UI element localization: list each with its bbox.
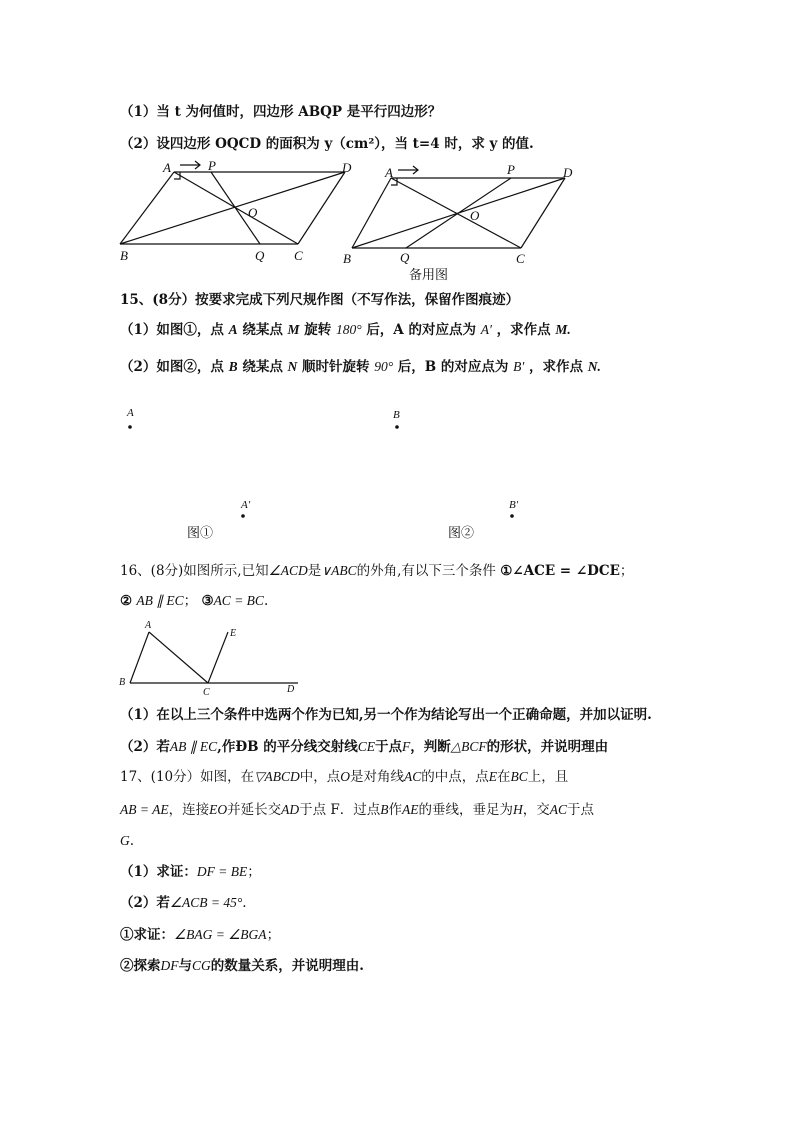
q15-sub1-angle: 180° (335, 322, 362, 337)
q16-sub2-ray-ce: CE (357, 739, 376, 754)
q17-l2-text7: 于点 (567, 802, 595, 818)
q14f2-label-b: B (343, 251, 351, 266)
q17-part2-df: DF (160, 958, 179, 973)
q17-line1 (120, 767, 568, 787)
q15-point-a (128, 425, 132, 429)
q15-label-a: A (127, 407, 134, 419)
q16-triangle-abc: ∨ABC (321, 563, 357, 578)
q15-sub1-text4: 后，A 的对应点为 (366, 322, 476, 338)
q14f2-label-a: A (385, 165, 393, 180)
q17-sub1-end: ； (247, 864, 261, 880)
q17-sub1-eq: DF = BE (196, 864, 248, 879)
q17-part2-text3: 的数量关系，并说明理由. (210, 958, 364, 974)
q16-header-sep: ； (619, 563, 634, 579)
q15-label-a-prime: A′ (241, 499, 251, 511)
q14f1-label-d: D (342, 160, 352, 175)
q17-segment-ac: AC (404, 769, 422, 784)
q15-sub1 (120, 320, 571, 340)
q16-header-text3: 的外角,有以下三个条件 (356, 563, 496, 579)
q15-point-a-prime (241, 514, 245, 518)
q14f2-line-ac (391, 178, 521, 248)
q14f2-line-pq (406, 178, 511, 248)
q17-line2 (120, 800, 594, 820)
q17-point-o: O (340, 769, 351, 784)
q16-conditions (120, 591, 268, 611)
q15-label-b: B (393, 409, 400, 421)
q15-sub1-text: （1）如图①，点 (120, 322, 224, 338)
q17-l1-text5: 在 (497, 769, 511, 785)
q17-l3-end: . (129, 833, 135, 849)
q14-figure-2 (340, 158, 590, 270)
q17-l2-text3: 于点 F．过点 (299, 802, 381, 818)
q16-header-text: 16、(8分)如图所示,已知 (120, 563, 269, 579)
q16-sub2-point-f: F (402, 739, 411, 754)
q15-point-b (395, 425, 399, 429)
q14f1-label-q: Q (255, 248, 265, 263)
q15-cap1: 图① (187, 526, 214, 541)
q15-sub2-text3: 顺时针旋转 (301, 359, 370, 375)
q16-header (120, 561, 633, 581)
q14f1-line-dc (298, 172, 345, 244)
q14f1-label-a: A (163, 160, 171, 175)
q15-sub1-point-a: A (228, 322, 238, 337)
q17-segment-ad: AD (281, 802, 300, 817)
q14f1-label-p: P (208, 158, 216, 173)
q17-l1-text6: 上，且 (527, 769, 569, 785)
q15-cap2: 图② (448, 526, 475, 541)
q16-cond3-marker: ③ (201, 593, 214, 609)
q14f2-label-o: O (470, 208, 480, 223)
q17-point-g: G (120, 833, 130, 848)
q17-sub2 (120, 893, 247, 913)
q16-sub2 (120, 737, 608, 757)
q17-l1-text3: 是对角线 (350, 769, 405, 785)
q15-sub2-point-b-prime: B′ (513, 359, 525, 374)
q16-sub2-text: （2）若 (120, 739, 170, 755)
q15-sub2-point-n2: N. (587, 359, 601, 374)
q14-sub1: （1）当 t 为何值时，四边形 ABQP 是平行四边形？ (120, 104, 442, 120)
q17-segment-ae: AE (402, 802, 419, 817)
q17-point-e: E (488, 769, 498, 784)
q16-figure (115, 618, 315, 700)
q17-sub1-text: （1）求证： (120, 864, 197, 880)
q16-angle-acd: ∠ACD (268, 563, 308, 578)
q15-sub2-point-n: N (287, 359, 298, 374)
q14-sub2: （2）设四边形 OQCD 的面积为 y（cm²），当 t=4 时，求 y 的值. (120, 136, 534, 152)
q17-sub2-end: . (242, 895, 247, 911)
q17-segment-bc: BC (510, 769, 528, 784)
q17-segment-eo: EO (209, 802, 228, 817)
q17-part1-end: ； (266, 927, 281, 943)
q17-segment-ac2: AC (549, 802, 568, 817)
q17-part1 (120, 925, 280, 945)
q15-sub2-text5: ，求作点 (529, 359, 584, 375)
q16-label-c: C (203, 687, 210, 698)
q16-sub1: （1）在以上三个条件中选两个作为已知,另一个作为结论写出一个正确命题，并加以证明. (120, 707, 652, 723)
q17-eq-ab-ae: AB = AE (120, 802, 169, 817)
q14-fig2-caption: 备用图 (409, 268, 449, 283)
q15-figures (110, 400, 550, 525)
q17-l1-text: 17、(10分）如图，在 (120, 769, 255, 785)
q16-sub2-triangle: △BCF (450, 739, 487, 754)
q16-condition-2: AB ∥ EC (136, 593, 184, 608)
q16-label-e: E (230, 628, 237, 639)
q15-sub1-point-a-prime: A′ (480, 322, 492, 337)
q14f1-line-ab (120, 172, 174, 244)
q15-sub1-point-m: M (287, 322, 300, 337)
q17-point-b: B (380, 802, 389, 817)
q16-line-ce (208, 632, 228, 683)
q15-sub1-point-m2: M. (555, 322, 571, 337)
q16-header-text2: 是 (307, 563, 322, 579)
q15-label-b-prime: B′ (509, 499, 519, 511)
q14f1-label-o: O (248, 205, 258, 220)
q14f2-label-c: C (516, 251, 525, 266)
q16-sub2-text4: ，判断 (410, 739, 451, 755)
q14f1-label-c: C (294, 248, 303, 263)
q15-sub2-text2: 绕某点 (242, 359, 283, 375)
q15-point-b-prime (510, 514, 514, 518)
q14f2-label-q: Q (400, 250, 410, 265)
q15-header: 15、(8分）按要求完成下列尺规作图（不写作法，保留作图痕迹） (120, 292, 520, 308)
q17-l2-text5: 的垂线，垂足为 (418, 802, 514, 818)
q17-part2-text: ②探索 (120, 958, 161, 974)
q17-l2-text4: 作 (388, 802, 403, 818)
q16-sub2-text2: ,作ÐB 的平分线交射线 (217, 739, 358, 755)
q17-l1-text4: 的中点，点 (421, 769, 489, 785)
q14f1-line-bd (120, 172, 345, 244)
q14-figure-1 (110, 156, 360, 268)
q16-condition-3: AC = BC (213, 593, 264, 608)
q16-condition-1: ①∠ACE = ∠DCE (500, 563, 620, 579)
q16-line-ab (130, 632, 149, 683)
q17-part2-cg: CG (192, 958, 211, 973)
q17-point-h: H (513, 802, 523, 817)
q16-sub2-text3: 于点 (375, 739, 403, 755)
q15-sub1-text5: ，求作点 (496, 322, 551, 338)
q15-sub1-text3: 旋转 (304, 322, 332, 338)
q15-sub1-text2: 绕某点 (242, 322, 283, 338)
q17-l2-text: ，连接 (168, 802, 210, 818)
q17-part1-eq: ∠BAG = ∠BGA (174, 927, 267, 942)
q17-parallelogram: ▽ABCD (254, 769, 300, 784)
q17-l2-text2: 并延长交 (227, 802, 282, 818)
q17-sub2-angle: ∠ACB = 45° (169, 895, 243, 910)
q16-line-ac (149, 632, 208, 683)
q16-cond-end: . (263, 593, 269, 609)
q14f2-label-p: P (507, 162, 515, 177)
q14f1-label-b: B (120, 248, 128, 263)
q14f2-line-dc (521, 178, 565, 248)
q17-part2-text2: 与 (178, 958, 192, 974)
q16-cond-sep: ； (183, 593, 198, 609)
q15-sub2-text: （2）如图②，点 (120, 359, 224, 375)
q16-label-b: B (119, 677, 126, 688)
q16-cond2-marker: ② (120, 593, 133, 609)
q17-sub1 (120, 862, 261, 882)
q16-label-d: D (287, 684, 295, 695)
q16-label-a: A (145, 620, 152, 631)
q17-part2 (120, 956, 364, 976)
q16-sub2-text5: 的形状，并说明理由 (486, 739, 609, 755)
q17-part1-text: ①求证： (120, 927, 174, 943)
q15-sub2-point-b: B (228, 359, 238, 374)
q15-sub2-text4: 后，B 的对应点为 (397, 359, 509, 375)
q17-line3 (120, 831, 134, 851)
q16-sub2-parallel: AB ∥ EC (169, 739, 218, 754)
q17-l2-text6: ，交 (522, 802, 550, 818)
q15-sub2-angle: 90° (374, 359, 394, 374)
q17-l1-text2: 中，点 (299, 769, 341, 785)
q15-sub2 (120, 357, 601, 377)
q17-sub2-text: （2）若 (120, 895, 170, 911)
q14f2-label-d: D (563, 165, 573, 180)
